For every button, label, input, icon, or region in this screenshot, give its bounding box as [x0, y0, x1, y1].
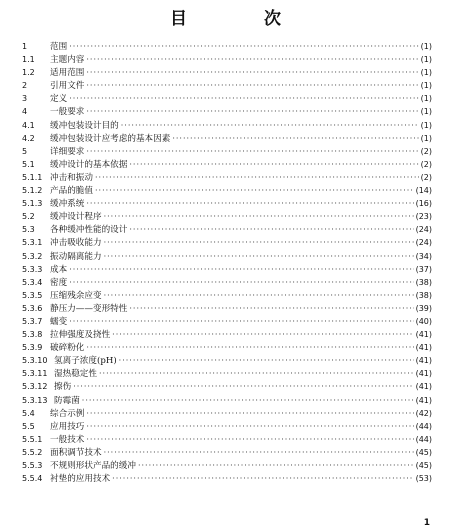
toc-entry: [22, 394, 432, 407]
toc-leader-dots: [129, 302, 413, 315]
toc-entry-page: (1): [420, 55, 432, 65]
toc-entry-page: (41): [415, 395, 432, 405]
toc-entry: [22, 289, 432, 302]
toc-entry: [22, 407, 432, 420]
toc-entry-number: 5.3.13: [22, 395, 48, 405]
toc-leader-dots: [99, 367, 414, 380]
toc-leader-dots: [119, 354, 414, 367]
toc-entry-title: 防霉菌: [54, 395, 80, 406]
toc-entry-title: 湿热稳定性: [54, 369, 97, 380]
toc-entry-title: 一般技术: [50, 434, 85, 445]
toc-leader-dots: [104, 236, 414, 249]
toc-entry-page: (44): [415, 434, 432, 444]
toc-entry-number: 5.5.3: [22, 461, 43, 470]
toc-entry-title: 冲击和振动: [50, 172, 93, 183]
toc-entry: [22, 354, 432, 367]
toc-entry-number: 5.3.8: [22, 330, 43, 340]
toc-leader-dots: [104, 210, 414, 223]
toc-entry-page: (45): [415, 447, 432, 457]
toc-entry-number: 3: [22, 94, 28, 104]
toc-entry: [22, 53, 432, 66]
toc-entry: [22, 92, 432, 105]
toc-entry: [22, 171, 432, 184]
toc-entry: [22, 420, 432, 433]
toc-leader-dots: [86, 407, 413, 420]
toc-entry-title: 压缩残余应变: [50, 290, 102, 301]
toc-entry-page: (44): [415, 421, 432, 431]
toc-leader-dots: [69, 40, 418, 53]
toc-entry: [22, 66, 432, 79]
toc-entry: [22, 472, 432, 485]
toc-entry: [22, 446, 432, 459]
toc-leader-dots: [172, 132, 418, 145]
toc-entry-number: 5.3.12: [22, 382, 48, 392]
toc-entry-page: (2): [420, 159, 432, 169]
toc-entry-page: (1): [420, 133, 432, 143]
toc-leader-dots: [82, 394, 414, 407]
toc-entry: [22, 302, 432, 315]
toc-entry-title: 蠕变: [50, 316, 68, 327]
toc-entry-title: 密度: [50, 277, 68, 288]
toc-entry-title: 擦伤: [54, 382, 72, 393]
toc-entry: [22, 132, 432, 145]
toc-leader-dots: [104, 446, 414, 459]
toc-entry-title: 综合示例: [50, 408, 85, 419]
toc-leader-dots: [86, 420, 413, 433]
toc-entry-title: 拉伸强度及挠性: [50, 330, 111, 341]
toc-entry-title: 振动隔离能力: [50, 251, 102, 262]
toc-entry-number: 4.2: [22, 133, 35, 143]
toc-entry-page: (41): [415, 382, 432, 392]
toc-entry-title: 引用文件: [50, 81, 85, 92]
toc-leader-dots: [104, 289, 414, 302]
toc-entry-number: 1: [22, 42, 28, 51]
toc-entry: [22, 276, 432, 289]
toc-entry-title: 静压力——变形特性: [50, 303, 128, 314]
toc-entry: [22, 223, 432, 236]
toc-entry: [22, 210, 432, 223]
toc-entry-page: (41): [415, 369, 432, 379]
toc-entry-title: 缓冲包装设计应考虑的基本因素: [50, 133, 171, 144]
toc-entry: [22, 433, 432, 446]
toc-entry-page: (34): [415, 251, 432, 261]
toc-entry: [22, 184, 432, 197]
toc-entry-number: 5.1: [22, 159, 35, 169]
toc-entry: [22, 145, 432, 158]
toc-leader-dots: [95, 184, 414, 197]
toc-entry-page: (37): [415, 264, 432, 274]
toc-entry-title: 成本: [50, 264, 68, 275]
toc-entry-title: 定义: [50, 94, 68, 105]
toc-entry-page: (16): [415, 199, 432, 209]
toc-entry-page: (42): [415, 408, 432, 418]
toc-entry: [22, 367, 432, 380]
toc-leader-dots: [86, 341, 413, 354]
toc-leader-dots: [112, 328, 413, 341]
toc-entry-title: 缓冲设计程序: [50, 212, 102, 223]
toc-leader-dots: [86, 197, 413, 210]
toc-entry-page: (24): [415, 238, 432, 248]
toc-entry-number: 5.1.3: [22, 199, 43, 209]
toc-entry-number: 5.3.10: [22, 356, 48, 366]
toc-leader-dots: [73, 380, 413, 393]
toc-entry-page: (1): [420, 81, 432, 91]
toc-entry-page: (1): [420, 107, 432, 117]
toc-entry-page: (1): [420, 42, 432, 51]
toc-entry-title: 各种缓冲性能的设计: [50, 225, 128, 236]
toc-entry-number: 2: [22, 81, 28, 91]
toc-entry-title: 面积调节技术: [50, 447, 102, 458]
toc-entry-page: (2): [420, 172, 432, 182]
toc-entry-number: 5.3.6: [22, 303, 43, 313]
toc-leader-dots: [86, 53, 418, 66]
toc-entry-number: 5: [22, 146, 28, 156]
toc-entry-number: 5.2: [22, 212, 35, 222]
toc-entry-number: 1.2: [22, 68, 35, 78]
toc-entry-title: 主题内容: [50, 55, 85, 66]
toc-entry-number: 4.1: [22, 120, 35, 130]
toc-entry-page: (41): [415, 330, 432, 340]
toc-leader-dots: [86, 105, 418, 118]
toc-entry-page: (45): [415, 461, 432, 470]
toc-entry-title: 缓冲设计的基本依据: [50, 159, 128, 170]
toc-leader-dots: [112, 472, 413, 485]
toc-entry-number: 5.1.1: [22, 172, 43, 182]
toc-entry-number: 5.5.4: [22, 474, 43, 484]
toc-leader-dots: [86, 145, 418, 158]
toc-leader-dots: [86, 79, 418, 92]
toc-leader-dots: [129, 223, 413, 236]
toc-entry-title: 氢离子浓度(pH): [54, 356, 117, 367]
toc-entry-number: 5.3.5: [22, 290, 43, 300]
toc-entry-title: 范围: [50, 42, 68, 52]
toc-entry: [22, 79, 432, 92]
toc-leader-dots: [121, 119, 419, 132]
toc-entry-page: (24): [415, 225, 432, 235]
toc-entry-number: 5.5.2: [22, 447, 43, 457]
toc-entry-title: 应用技巧: [50, 421, 85, 432]
toc-entry-number: 5.5: [22, 421, 35, 431]
toc-entry: [22, 459, 432, 472]
toc-entry: [22, 250, 432, 263]
toc-entry-number: 5.3.9: [22, 343, 43, 353]
toc-entry-page: (1): [420, 94, 432, 104]
toc-entry-page: (39): [415, 303, 432, 313]
toc-entry: [22, 197, 432, 210]
toc-entry: [22, 328, 432, 341]
toc-entry-title: 详细要求: [50, 146, 85, 157]
toc-entry-page: (41): [415, 356, 432, 366]
toc-entry-number: 5.3.3: [22, 264, 43, 274]
toc-entry-title: 适用范围: [50, 68, 85, 79]
toc-entry-page: (23): [415, 212, 432, 222]
toc-entry-number: 5.3.4: [22, 277, 43, 287]
page-title: 目 次: [170, 9, 311, 29]
toc-leader-dots: [86, 433, 413, 446]
toc-entry-title: 产品的脆值: [50, 186, 93, 197]
toc-entry: [22, 341, 432, 354]
toc-entry-title: 破碎粉化: [50, 343, 85, 354]
toc-entry-title: 冲击吸收能力: [50, 238, 102, 249]
toc-entry-page: (38): [415, 277, 432, 287]
toc-entry-page: (38): [415, 290, 432, 300]
toc-entry: [22, 40, 432, 53]
toc-entry-page: (53): [415, 474, 432, 484]
toc-leader-dots: [69, 92, 418, 105]
toc-leader-dots: [129, 158, 418, 171]
toc-entry-title: 一般要求: [50, 107, 85, 118]
table-of-contents: [22, 40, 432, 485]
toc-leader-dots: [69, 276, 413, 289]
toc-entry-page: (41): [415, 343, 432, 353]
toc-leader-dots: [69, 315, 413, 328]
toc-entry-number: 5.4: [22, 408, 35, 418]
toc-entry-number: 5.3.7: [22, 316, 43, 326]
toc-entry: [22, 236, 432, 249]
toc-entry-number: 5.3.2: [22, 251, 43, 261]
toc-entry-number: 1.1: [22, 55, 35, 65]
toc-entry: [22, 119, 432, 132]
toc-entry-number: 5.3.1: [22, 238, 43, 248]
toc-entry-page: (14): [415, 186, 432, 196]
toc-entry-page: (2): [420, 146, 432, 156]
toc-entry-number: 5.3: [22, 225, 35, 235]
toc-entry: [22, 380, 432, 393]
toc-leader-dots: [95, 171, 419, 184]
toc-leader-dots: [86, 66, 418, 79]
toc-leader-dots: [138, 459, 414, 472]
toc-entry-page: (40): [415, 316, 432, 326]
toc-entry: [22, 158, 432, 171]
toc-entry-page: (1): [420, 68, 432, 78]
toc-leader-dots: [104, 250, 414, 263]
page-number: 1: [423, 518, 430, 528]
toc-entry-page: (1): [420, 120, 432, 130]
toc-entry-number: 4: [22, 107, 28, 117]
toc-entry-title: 衬垫的应用技术: [50, 474, 111, 485]
toc-entry-title: 缓冲包装设计目的: [50, 120, 119, 131]
toc-leader-dots: [69, 263, 413, 276]
toc-entry-number: 5.5.1: [22, 434, 43, 444]
toc-entry-title: 不规则形状产品的缓冲: [50, 461, 136, 471]
toc-entry-number: 5.1.2: [22, 186, 43, 196]
toc-entry-number: 5.3.11: [22, 369, 48, 379]
toc-entry-title: 缓冲系统: [50, 199, 85, 210]
toc-entry: [22, 315, 432, 328]
toc-entry: [22, 105, 432, 118]
toc-entry: [22, 263, 432, 276]
